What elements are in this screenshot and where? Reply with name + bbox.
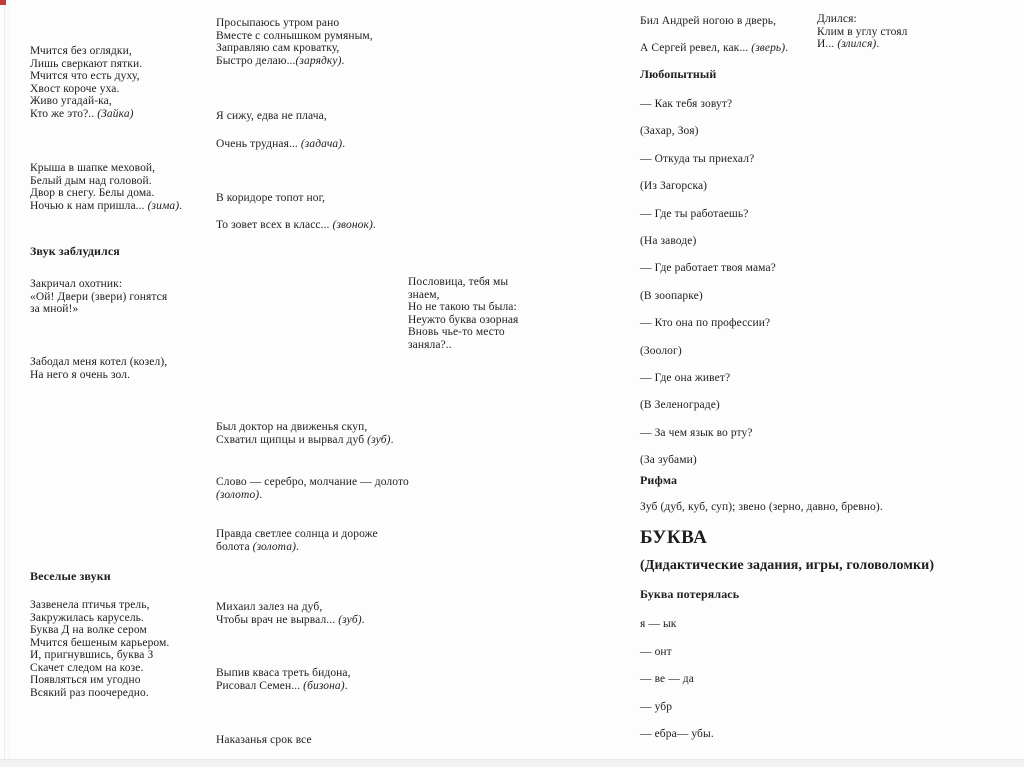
page-bottom-band: [0, 759, 1024, 767]
heading-merry-sounds: Веселые звуки: [30, 569, 111, 583]
lasted-verse: Длился: Клим в углу стоял И... (злился).: [817, 13, 908, 50]
kvass-verse: Выпив кваса треть бидона, Рисовал Семен... (бизона).: [216, 667, 351, 692]
letter-lost-list: я — ык — онт — ве — да — убр — ебра— убы.: [640, 618, 714, 740]
door-line: Бил Андрей ногою в дверь,: [640, 15, 777, 27]
morning-verse: Просыпаюсь утром рано Вместе с солнышком румяным, Заправляю сам кроватку, Быстро делаю...(зарядку).: [216, 17, 373, 67]
section-title-letter: БУКВА: [640, 527, 708, 548]
roar-line: А Сергей ревел, как... (зверь).: [640, 42, 789, 54]
task-line: Очень трудная... (задача).: [216, 138, 346, 150]
heading-rhyme: Рифма: [640, 473, 678, 487]
section-subtitle-letter: (Дидактические задания, игры, головоломки): [640, 558, 935, 573]
question-answer-list: — Как тебя зовут? (Захар, Зоя) — Откуда ты приехал? (Из Загорска) — Где ты работаешь? (На заводе) — Где работает твоя мама? (В зоопарке) — Кто она по профессии? (Зоолог) — Где она живет? (В Зеленограде) — За чем язык во рту? (За зубами): [640, 98, 776, 467]
hunter-verse: Закричал охотник: «Ой! Двери (звери) гонятся за мной!»: [30, 278, 168, 315]
rhyme-examples: Зуб (дуб, куб, суп); звено (зерно, давно, бревно).: [640, 501, 883, 513]
riddle-hare: Мчится без оглядки, Лишь сверкают пятки. Мчится что есть духу, Хвост короче уха. Живо угадай-ка, Кто же это?.. (Зайка): [30, 45, 143, 120]
truth-proverb: Правда светлее солнца и дороже болота (золота).: [216, 528, 378, 553]
goat-verse: Забодал меня котел (козел), На него я очень зол.: [30, 356, 168, 381]
heading-sound-lost: Звук заблудился: [30, 244, 120, 258]
corridor-line: В коридоре топот ног,: [216, 192, 326, 204]
punishment-line: Наказанья срок все: [216, 734, 312, 746]
scan-edge-line: [4, 0, 5, 767]
heading-curious: Любопытный: [640, 67, 717, 81]
proverb-verse: Пословица, тебя мы знаем, Но не такою ты была: Неужто буква озорная Вновь чье-то место заняла?..: [408, 276, 519, 351]
carousel-verse: Зазвенела птичья трель, Закружилась карусель. Буква Д на волке сером Мчится бешеным карьером. И, пригнувшись, буква З Скачет следом на козе. Появляться им угодно Всякий раз поочередно.: [30, 599, 170, 699]
silver-proverb: Слово — серебро, молчание — долото (золото).: [216, 476, 409, 501]
red-corner-marker: [0, 0, 6, 5]
bell-line: То зовет всех в класс... (звонок).: [216, 219, 376, 231]
riddle-winter: Крыша в шапке меховой, Белый дым над головой. Двор в снегу. Белы дома. Ночью к нам пришла... (зима).: [30, 162, 183, 212]
sitting-line: Я сижу, едва не плача,: [216, 110, 327, 122]
heading-letter-lost: Буква потерялась: [640, 587, 740, 601]
scan-edge-line-2: [9, 0, 10, 767]
doctor-verse: Был доктор на движенья скуп, Схватил щипцы и вырвал дуб (зуб).: [216, 421, 394, 446]
oak-verse: Михаил залез на дуб, Чтобы врач не вырвал... (зуб).: [216, 601, 365, 626]
